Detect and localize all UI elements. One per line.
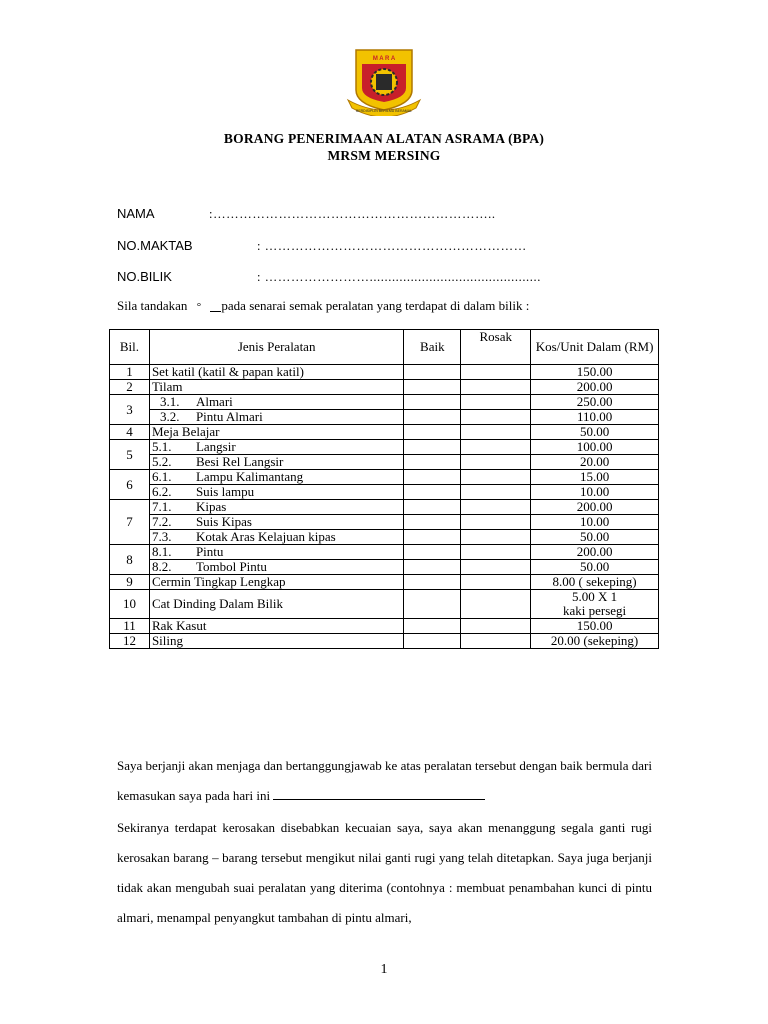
row-bil: 7 — [110, 500, 150, 545]
row-item: Siling — [149, 634, 403, 649]
rosak-checkbox[interactable] — [461, 500, 531, 515]
row-subnum: 5.1. — [151, 439, 172, 454]
row-item-name: Kotak Aras Kelajuan kipas — [195, 529, 336, 544]
row-item-name: Suis lampu — [195, 484, 255, 499]
table-row — [110, 590, 659, 619]
row-kos: 50.00 — [531, 560, 659, 575]
date-blank-field[interactable] — [273, 789, 485, 800]
rosak-checkbox[interactable] — [461, 485, 531, 500]
no-maktab-field[interactable]: : …………………………………………………… — [257, 239, 527, 253]
row-bil: 8 — [110, 545, 150, 575]
rosak-checkbox[interactable] — [461, 619, 531, 634]
mara-logo — [346, 46, 422, 116]
rosak-checkbox[interactable] — [461, 634, 531, 649]
row-kos-line1: 5.00 X 1 — [572, 589, 618, 604]
instruction-text — [117, 298, 529, 314]
baik-checkbox[interactable] — [404, 425, 461, 440]
row-bil: 3 — [110, 395, 150, 425]
table-row — [110, 425, 659, 440]
row-item-name: Suis Kipas — [195, 514, 252, 529]
row-subnum: 8.1. — [151, 544, 172, 559]
baik-checkbox[interactable] — [404, 365, 461, 380]
no-bilik-field[interactable]: : …………………….............................................. — [257, 270, 541, 284]
form-subtitle: MRSM MERSING — [327, 148, 441, 163]
row-kos: 200.00 — [531, 545, 659, 560]
row-item-name: Kipas — [195, 499, 227, 514]
header-kos: Kos/Unit Dalam (RM) — [531, 330, 659, 365]
row-kos: 10.00 — [531, 515, 659, 530]
row-kos: 250.00 — [531, 395, 659, 410]
row-item — [149, 545, 403, 560]
row-bil: 2 — [110, 380, 150, 395]
row-kos: 100.00 — [531, 440, 659, 455]
row-item-name: Lampu Kalimantang — [195, 469, 304, 484]
row-item: Set katil (katil & papan katil) — [149, 365, 403, 380]
table-row — [110, 575, 659, 590]
baik-checkbox[interactable] — [404, 619, 461, 634]
logo-motto: BERDISIPLIN BERILMU BERAMAL — [355, 109, 413, 113]
row-item: Cat Dinding Dalam Bilik — [149, 590, 403, 619]
table-row — [110, 530, 659, 545]
declaration-paragraph-1 — [117, 751, 652, 811]
table-row — [110, 545, 659, 560]
no-bilik-label: NO.BILIK — [117, 269, 172, 284]
table-row — [110, 410, 659, 425]
row-item-name: Tombol Pintu — [195, 559, 267, 574]
table-row — [110, 365, 659, 380]
nama-label: NAMA — [117, 206, 155, 221]
row-bil: 1 — [110, 365, 150, 380]
table-row — [110, 485, 659, 500]
row-item: Rak Kasut — [149, 619, 403, 634]
rosak-checkbox[interactable] — [461, 410, 531, 425]
row-subnum: 3.1. — [159, 394, 180, 409]
rosak-checkbox[interactable] — [461, 545, 531, 560]
logo-top-text: M A R A — [372, 56, 396, 62]
row-item — [149, 515, 403, 530]
row-kos: 50.00 — [531, 425, 659, 440]
baik-checkbox[interactable] — [404, 455, 461, 470]
baik-checkbox[interactable] — [404, 530, 461, 545]
no-maktab-label: NO.MAKTAB — [117, 238, 193, 253]
baik-checkbox[interactable] — [404, 590, 461, 619]
row-subnum: 6.2. — [151, 484, 172, 499]
equipment-table — [109, 329, 659, 649]
row-item — [149, 455, 403, 470]
row-item-name: Pintu Almari — [195, 409, 263, 424]
declaration-paragraph-2: Sekiranya terdapat kerosakan disebabkan kecuaian saya, saya akan menanggung segala ganti rugi kerosakan barang – barang tersebut mengikut nilai ganti rugi yang telah ditetapkan. Saya juga berjanji tidak akan mengubah suai peralatan yang diterima (contohnya : membuat penambahan kunci di pintu almari, menampal penyangkut tambahan di pintu almari, — [117, 820, 652, 925]
rosak-checkbox[interactable] — [461, 455, 531, 470]
row-item: Meja Belajar — [149, 425, 403, 440]
tick-box-icon — [210, 304, 221, 312]
table-row — [110, 634, 659, 649]
header-baik: Baik — [404, 330, 461, 365]
row-subnum: 8.2. — [151, 559, 172, 574]
row-subnum: 3.2. — [159, 409, 180, 424]
baik-checkbox[interactable] — [404, 634, 461, 649]
instruction-suffix: pada senarai semak peralatan yang terdapat di dalam bilik : — [221, 298, 530, 313]
row-item: Cermin Tingkap Lengkap — [149, 575, 403, 590]
row-kos: 8.00 ( sekeping) — [531, 575, 659, 590]
row-bil: 11 — [110, 619, 150, 634]
baik-checkbox[interactable] — [404, 380, 461, 395]
baik-checkbox[interactable] — [404, 440, 461, 455]
baik-checkbox[interactable] — [404, 515, 461, 530]
baik-checkbox[interactable] — [404, 395, 461, 410]
row-item-name: Almari — [195, 394, 233, 409]
row-kos: 150.00 — [531, 619, 659, 634]
table-row — [110, 619, 659, 634]
row-item-name: Besi Rel Langsir — [195, 454, 284, 469]
form-title: BORANG PENERIMAAN ALATAN ASRAMA (BPA) — [223, 131, 545, 146]
baik-checkbox[interactable] — [404, 470, 461, 485]
row-kos: 10.00 — [531, 485, 659, 500]
row-subnum: 5.2. — [151, 454, 172, 469]
rosak-checkbox[interactable] — [461, 590, 531, 619]
table-header-row — [110, 330, 659, 365]
row-item — [149, 410, 403, 425]
row-kos: 15.00 — [531, 470, 659, 485]
row-kos: 50.00 — [531, 530, 659, 545]
page-number: 1 — [380, 962, 388, 977]
row-bil: 5 — [110, 440, 150, 470]
row-subnum: 7.3. — [151, 529, 172, 544]
baik-checkbox[interactable] — [404, 575, 461, 590]
table-row — [110, 380, 659, 395]
row-item-name: Pintu — [195, 544, 224, 559]
header-rosak: Rosak — [461, 330, 531, 365]
row-kos: 200.00 — [531, 500, 659, 515]
row-kos: 110.00 — [531, 410, 659, 425]
row-item — [149, 470, 403, 485]
rosak-checkbox[interactable] — [461, 530, 531, 545]
rosak-checkbox[interactable] — [461, 440, 531, 455]
rosak-checkbox[interactable] — [461, 425, 531, 440]
row-item — [149, 500, 403, 515]
table-row — [110, 470, 659, 485]
table-row — [110, 500, 659, 515]
rosak-checkbox[interactable] — [461, 470, 531, 485]
row-kos — [531, 590, 659, 619]
row-bil: 4 — [110, 425, 150, 440]
row-item — [149, 485, 403, 500]
rosak-checkbox[interactable] — [461, 560, 531, 575]
rosak-checkbox[interactable] — [461, 575, 531, 590]
row-bil: 12 — [110, 634, 150, 649]
header-jenis: Jenis Peralatan — [149, 330, 403, 365]
nama-field[interactable]: :……………………………………………………….. — [209, 207, 496, 221]
row-bil: 9 — [110, 575, 150, 590]
row-subnum: 7.1. — [151, 499, 172, 514]
baik-checkbox[interactable] — [404, 485, 461, 500]
baik-checkbox[interactable] — [404, 560, 461, 575]
tick-symbol: ° — [196, 301, 202, 313]
rosak-checkbox[interactable] — [461, 515, 531, 530]
rosak-checkbox[interactable] — [461, 395, 531, 410]
baik-checkbox[interactable] — [404, 545, 461, 560]
row-subnum: 7.2. — [151, 514, 172, 529]
table-row — [110, 560, 659, 575]
row-item — [149, 530, 403, 545]
row-item — [149, 395, 403, 410]
row-item — [149, 560, 403, 575]
rosak-checkbox[interactable] — [461, 380, 531, 395]
instruction-prefix: Sila tandakan — [117, 298, 188, 313]
rosak-checkbox[interactable] — [461, 365, 531, 380]
declaration-text-1: Saya berjanji akan menjaga dan bertanggungjawab ke atas peralatan tersebut dengan baik bermula dari kemasukan saya pada hari ini — [117, 758, 652, 803]
table-row — [110, 395, 659, 410]
row-item: Tilam — [149, 380, 403, 395]
row-item — [149, 440, 403, 455]
row-bil: 10 — [110, 590, 150, 619]
row-kos: 200.00 — [531, 380, 659, 395]
row-item-name: Langsir — [195, 439, 236, 454]
table-row — [110, 515, 659, 530]
row-subnum: 6.1. — [151, 469, 172, 484]
baik-checkbox[interactable] — [404, 500, 461, 515]
header-bil: Bil. — [110, 330, 150, 365]
row-kos: 150.00 — [531, 365, 659, 380]
row-bil: 6 — [110, 470, 150, 500]
row-kos: 20.00 — [531, 455, 659, 470]
row-kos-line2: kaki persegi — [563, 603, 627, 618]
baik-checkbox[interactable] — [404, 410, 461, 425]
table-row — [110, 440, 659, 455]
row-kos: 20.00 (sekeping) — [531, 634, 659, 649]
table-row — [110, 455, 659, 470]
